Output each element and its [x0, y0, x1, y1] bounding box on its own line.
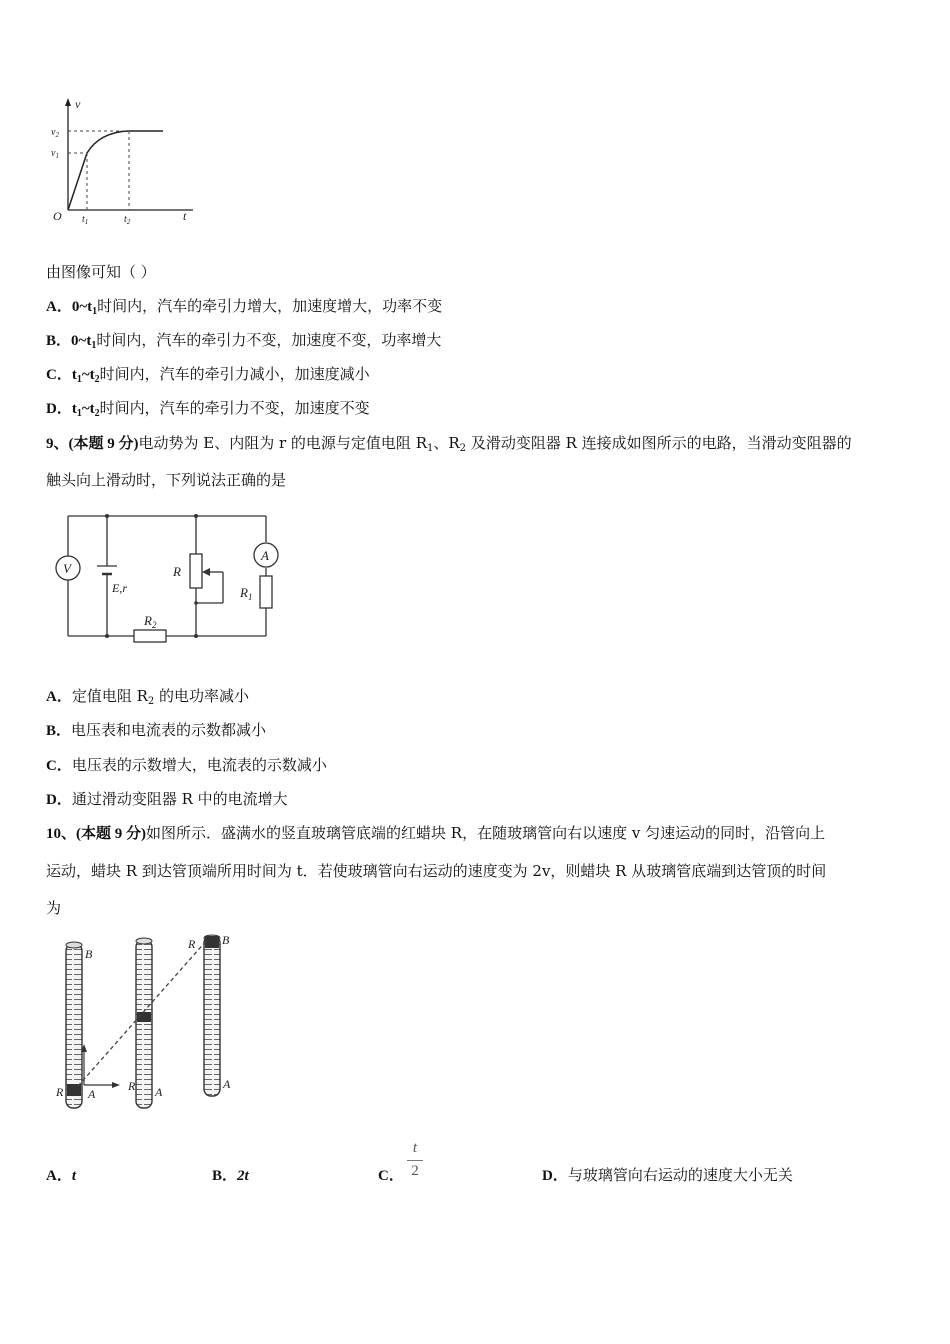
- circuit-diagram: [50, 508, 290, 643]
- r1-label: $R_1$: [240, 585, 253, 602]
- t2-label: $t_2$: [124, 214, 131, 226]
- q10-option-c-fraction: t 2: [405, 1140, 425, 1180]
- y-axis-label: v: [75, 97, 81, 111]
- q8-option-c[interactable]: C．$t_1\sim t_2$时间内，汽车的牵引力减小，加速度减小: [46, 365, 370, 385]
- tube-3: [204, 935, 220, 1096]
- svg-text:A: A: [261, 548, 269, 563]
- rheostat-slider-arrow: [202, 568, 210, 576]
- q9-stem-line2: 触头向上滑动时，下列说法正确的是: [46, 471, 287, 489]
- glass-tube-figure: [52, 932, 252, 1112]
- v2-label: $v_2$: [51, 127, 59, 139]
- option-letter: D．: [46, 792, 72, 808]
- rheostat-label: R: [173, 564, 181, 579]
- velocity-curve: [68, 153, 87, 210]
- velocity-curve-bend: [87, 131, 163, 153]
- svg-text:B: B: [85, 947, 93, 961]
- right-arrow-icon: [112, 1082, 120, 1088]
- q10-option-b[interactable]: B．2t: [212, 1168, 249, 1184]
- q9-option-b[interactable]: B．电压表和电流表的示数都减小: [46, 721, 267, 739]
- q8-option-a[interactable]: A．$0\sim t_1$时间内，汽车的牵引力增大，加速度增大，功率不变: [46, 297, 443, 317]
- velocity-time-graph: [45, 95, 205, 230]
- option-letter: C．: [46, 367, 72, 383]
- option-letter: D．: [46, 401, 72, 417]
- q10-stem-line3: 为: [46, 899, 62, 917]
- x-axis-label: t: [183, 209, 187, 223]
- svg-text:R: R: [128, 1079, 136, 1093]
- q8-option-d[interactable]: D．$t_1\sim t_2$时间内，汽车的牵引力不变，加速度不变: [46, 399, 370, 419]
- svg-text:A: A: [155, 1085, 163, 1099]
- svg-text:B: B: [222, 933, 230, 947]
- option-letter: A．: [46, 299, 72, 315]
- svg-text:A: A: [223, 1077, 231, 1091]
- q9-option-d[interactable]: D．通过滑动变阻器 R 中的电流增大: [46, 790, 288, 808]
- resistor-r2: [134, 630, 166, 642]
- option-letter: B．: [212, 1168, 238, 1184]
- tube-2: [136, 938, 152, 1108]
- t1-label: $t_1$: [82, 214, 89, 226]
- q9-stem-line1: 9、(本题 9 分)电动势为 E、内阻为 r 的电源与定值电阻 $R_1$、$R_2$ 及滑动变阻器 R 连接成如图所示的电路，当滑动变阻器的: [46, 434, 852, 454]
- option-letter: A．: [46, 689, 72, 705]
- q9-number: 9、(本题 9 分): [46, 436, 139, 452]
- origin-label: O: [53, 209, 62, 223]
- q10-number: 10、(本题 9 分): [46, 826, 146, 842]
- svg-text:V: V: [63, 561, 71, 576]
- q9-option-a[interactable]: A．定值电阻 $R_2$ 的电功率减小: [46, 687, 250, 707]
- option-letter: C．: [46, 758, 72, 774]
- svg-text:R: R: [56, 1085, 64, 1099]
- option-letter: B．: [46, 333, 72, 349]
- r2-label: $R_2$: [144, 613, 157, 630]
- resistor-r1: [260, 576, 272, 608]
- y-axis-arrow: [65, 98, 71, 106]
- tube-1: [66, 942, 82, 1108]
- q10-option-d[interactable]: D．与玻璃管向右运动的速度大小无关: [542, 1166, 793, 1184]
- svg-text:A: A: [88, 1087, 96, 1101]
- q10-stem-line1: 10、(本题 9 分)如图所示．盛满水的竖直玻璃管底端的红蜡块 R，在随玻璃管向右以速度 v 匀速运动的同时，沿管向上: [46, 824, 826, 842]
- rheostat: [190, 554, 202, 588]
- v1-label: $v_1$: [51, 148, 59, 160]
- q9-option-c[interactable]: C．电压表的示数增大，电流表的示数减小: [46, 756, 327, 774]
- battery-label: E,r: [112, 581, 127, 595]
- q8-option-b[interactable]: B．$0\sim t_1$时间内，汽车的牵引力不变，加速度不变，功率增大: [46, 331, 442, 351]
- q10-option-c[interactable]: [378, 1165, 404, 1186]
- option-letter: C．: [378, 1168, 404, 1184]
- q8-stem: 由图像可知（ ）: [46, 263, 156, 281]
- option-letter: A．: [46, 1168, 72, 1184]
- svg-text:R: R: [188, 937, 196, 951]
- q10-option-a[interactable]: A．t: [46, 1168, 77, 1184]
- option-letter: B．: [46, 723, 72, 739]
- q10-stem-line2: 运动，蜡块 R 到达管顶端所用时间为 t．若使玻璃管向右运动的速度变为 2v，则蜡块 R 从玻璃管底端到达管顶的时间: [46, 862, 827, 880]
- option-letter: D．: [542, 1168, 568, 1184]
